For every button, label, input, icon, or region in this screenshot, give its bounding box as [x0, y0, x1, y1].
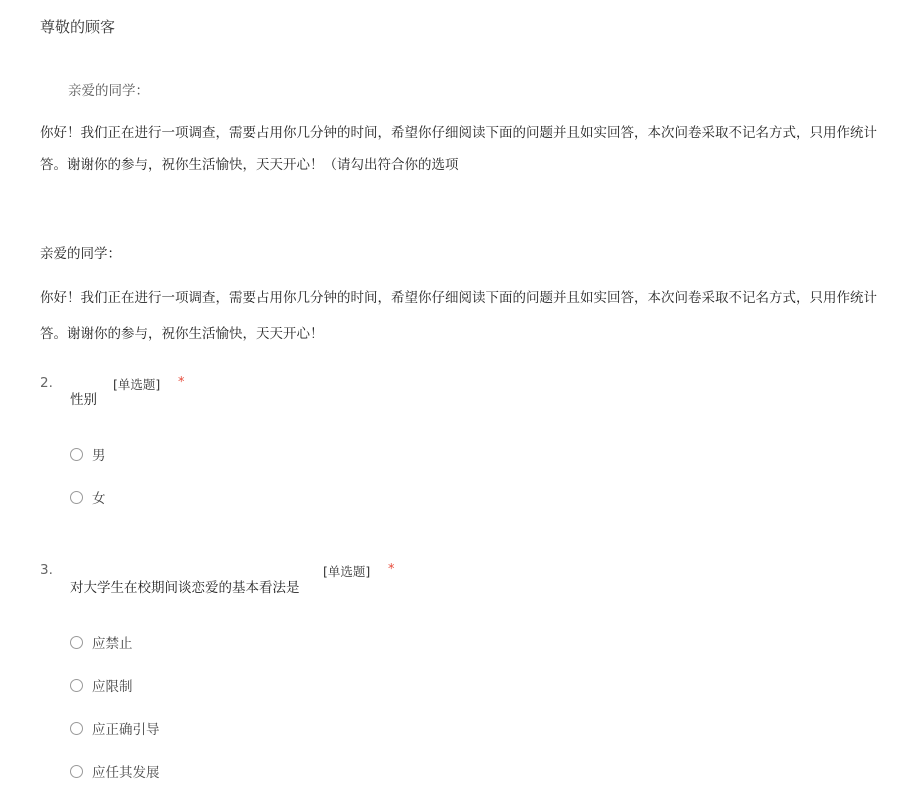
- intro-paragraph-line: 你好！我们正在进行一项调查，需要占用你几分钟的时间，希望你仔细阅读下面的问题并且如实回答，本次问卷采取不记名方式，只用作统计: [40, 290, 877, 306]
- question-type-label: [单选题]: [113, 377, 161, 392]
- intro-paragraph-line: 你好！我们正在进行一项调查，需要占用你几分钟的时间，希望你仔细阅读下面的问题并且如实回答，本次问卷采取不记名方式，只用作统计: [40, 125, 877, 141]
- option-label: 应正确引导: [92, 722, 160, 738]
- option-label: 应限制: [92, 679, 133, 695]
- required-marker: *: [388, 562, 395, 577]
- radio-button[interactable]: [70, 491, 83, 504]
- option-male[interactable]: [70, 444, 106, 464]
- question-type-label: [单选题]: [323, 564, 371, 579]
- question-title: 性别: [70, 392, 97, 408]
- intro-paragraph-line: 答。谢谢你的参与，祝你生活愉快，天天开心！（请勾出符合你的选项: [40, 157, 459, 173]
- intro-salutation: 亲爱的同学：: [68, 83, 149, 99]
- option-restrict[interactable]: [70, 675, 133, 695]
- question-title: 对大学生在校期间谈恋爱的基本看法是: [70, 580, 300, 596]
- radio-button[interactable]: [70, 636, 83, 649]
- question-number: 2.: [40, 375, 53, 391]
- question-number: 3.: [40, 562, 53, 578]
- greeting: 尊敬的顾客: [40, 18, 116, 36]
- required-marker: *: [178, 375, 185, 390]
- intro-salutation: 亲爱的同学：: [40, 246, 121, 262]
- option-label: 男: [92, 448, 106, 464]
- radio-button[interactable]: [70, 722, 83, 735]
- intro-paragraph-line: 答。谢谢你的参与，祝你生活愉快，天天开心！: [40, 326, 324, 342]
- option-female[interactable]: [70, 487, 106, 507]
- option-laissez-faire[interactable]: [70, 761, 160, 781]
- option-label: 应任其发展: [92, 765, 160, 781]
- option-guide[interactable]: [70, 718, 160, 738]
- option-label: 应禁止: [92, 636, 133, 652]
- option-label: 女: [92, 491, 106, 507]
- radio-button[interactable]: [70, 765, 83, 778]
- option-prohibit[interactable]: [70, 632, 133, 652]
- radio-button[interactable]: [70, 679, 83, 692]
- radio-button[interactable]: [70, 448, 83, 461]
